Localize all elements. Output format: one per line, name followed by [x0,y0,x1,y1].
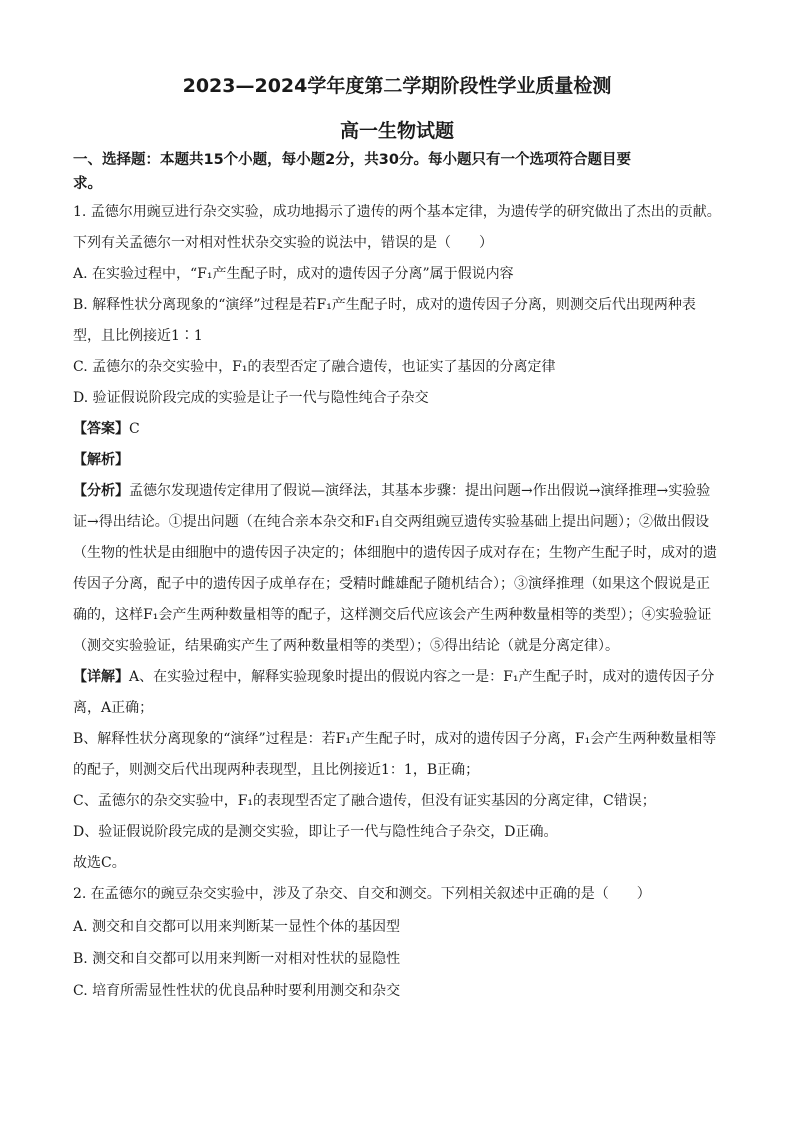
exam-subtitle: 高一生物试题 [339,120,454,142]
q1-fenxi-line6: （测交实验验证，结果确实产生了两种数量相等的类型）；⑤得出结论（就是分离定律）。 [73,638,619,654]
q1-stem-line1: 1. 孟德尔用豌豆进行杂交实验，成功地揭示了遗传的两个基本定律，为遗传学的研究做出了杰出的贡献。 [73,204,721,220]
q1-xiangjie-line1 [73,668,714,686]
q1-stem-line2: 下列有关孟德尔一对相对性状杂交实验的说法中，错误的是（ ） [73,235,493,251]
section-heading-line1: 一、选择题：本题共15个小题，每小题2分，共30分。每小题只有一个选项符合题目要 [73,152,631,168]
q2-option-c: C. 培育所需显性性状的优良品种时要利用测交和杂交 [73,983,401,999]
q1-xiangjie-line4: 的配子，则测交后代出现两种表现型，且比例接近1：1，B正确； [73,762,480,778]
q1-fenxi-line1 [73,482,710,500]
analysis-tag: 【解析】 [73,452,129,468]
q1-fenxi-line5: 确的，这样F₁会产生两种数量相等的配子，这样测交后代应该会产生两种数量相等的类型）；④实验验证 [73,607,712,623]
xiangjie-text: A、在实验过程中，解释实验现象时提出的假说内容之一是：F₁产生配子时，成对的遗传因子分 [129,669,715,685]
q1-xiangjie-line7: 故选C。 [73,855,126,871]
q1-analysis-tag [73,451,129,469]
fenxi-tag: 【分析】 [73,483,129,499]
q2-option-b: B. 测交和自交都可以用来判断一对相对性状的显隐性 [73,951,401,967]
q1-fenxi-line2: 证→得出结论。①提出问题（在纯合亲本杂交和F₁自交两组豌豆遗传实验基础上提出问题）；②做出假设 [73,514,710,530]
q1-xiangjie-line3: B、解释性状分离现象的“演绎”过程是：若F₁产生配子时，成对的遗传因子分离，F₁会产生两种数量相等 [73,731,717,747]
q2-stem: 2. 在孟德尔的豌豆杂交实验中，涉及了杂交、自交和测交。下列相关叙述中正确的是（ ） [73,886,651,902]
answer-tag: 【答案】 [73,421,129,437]
q1-option-b-line1: B. 解释性状分离现象的“演绎”过程是若F₁产生配子时，成对的遗传因子分离，则测交后代出现两种表 [73,297,696,313]
answer-value: C [129,421,140,437]
q1-option-a: A. 在实验过程中，“F₁产生配子时，成对的遗传因子分离”属于假说内容 [73,266,514,282]
q1-xiangjie-line5: C、孟德尔的杂交实验中，F₁的表现型否定了融合遗传，但没有证实基因的分离定律，C错误； [73,793,656,809]
q1-option-b-line2: 型，且比例接近1∶1 [73,328,203,344]
q1-option-d: D. 验证假说阶段完成的实验是让子一代与隐性纯合子杂交 [73,390,429,406]
q1-fenxi-line3: （生物的性状是由细胞中的遗传因子决定的；体细胞中的遗传因子成对存在；生物产生配子时，成对的遗 [73,545,717,561]
section-heading-line2: 求。 [73,176,102,192]
xiangjie-tag: 【详解】 [73,669,129,685]
q1-answer [73,420,140,438]
exam-title: 2023—2024学年度第二学期阶段性学业质量检测 [182,75,612,97]
q1-option-c: C. 孟德尔的杂交实验中，F₁的表型否定了融合遗传，也证实了基因的分离定律 [73,359,556,375]
fenxi-text: 孟德尔发现遗传定律用了假说—演绎法，其基本步骤：提出问题→作出假说→演绎推理→实验验 [129,483,711,499]
q2-option-a: A. 测交和自交都可以用来判断某一显性个体的基因型 [73,919,401,935]
q1-xiangjie-line2: 离，A正确； [73,700,154,716]
q1-fenxi-line4: 传因子分离，配子中的遗传因子成单存在；受精时雌雄配子随机结合）；③演绎推理（如果这个假说是正 [73,576,710,592]
q1-xiangjie-line6: D、验证假说阶段完成的是测交实验，即让子一代与隐性纯合子杂交，D正确。 [73,824,558,840]
